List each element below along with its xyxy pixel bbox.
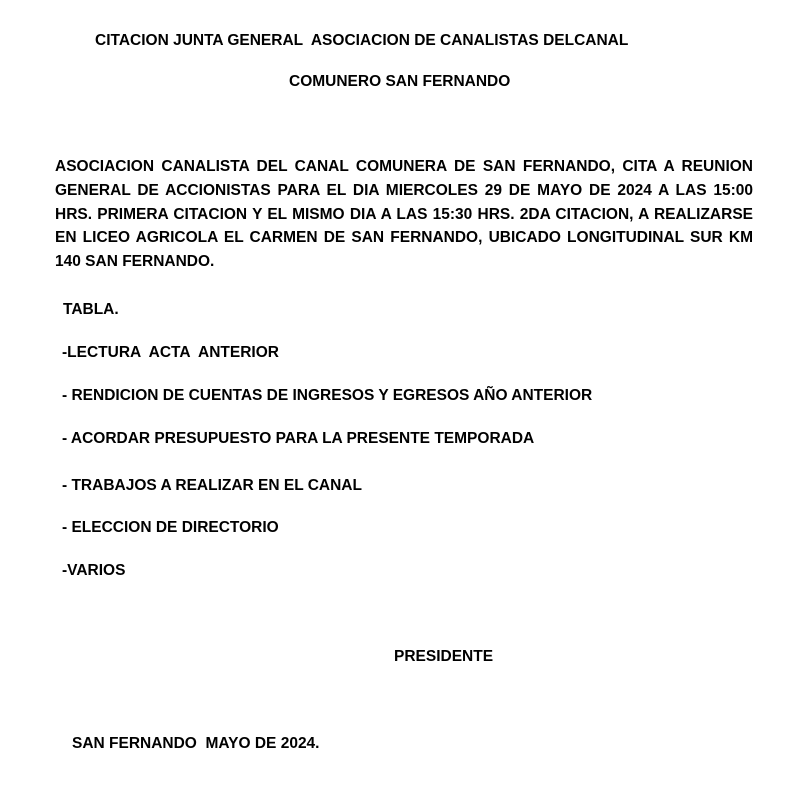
document-title: CITACION JUNTA GENERAL ASOCIACION DE CANALISTAS DELCANAL bbox=[95, 32, 629, 49]
agenda-item: - ELECCION DE DIRECTORIO bbox=[62, 519, 279, 536]
signature-label: PRESIDENTE bbox=[394, 648, 494, 665]
agenda-item: -VARIOS bbox=[62, 562, 126, 579]
citation-paragraph: ASOCIACION CANALISTA DEL CANAL COMUNERA DE SAN FERNANDO, CITA A REUNION GENERAL DE ACCIONISTAS PARA EL DIA MIERCOLES 29 DE MAYO DE 2024 A LAS 15:00 HRS. PRIMERA CITACION Y EL MISMO DIA A LAS 15:30 HRS. 2DA CITACION, A REALIZARSE EN LICEO AGRICOLA EL CARMEN DE SAN FERNANDO, UBICADO LONGITUDINAL SUR KM 140 SAN FERNANDO. bbox=[55, 158, 753, 270]
agenda-item: -LECTURA ACTA ANTERIOR bbox=[62, 344, 279, 361]
agenda-item: - TRABAJOS A REALIZAR EN EL CANAL bbox=[62, 477, 362, 494]
document-subtitle: COMUNERO SAN FERNANDO bbox=[289, 73, 511, 90]
agenda-heading: TABLA. bbox=[63, 301, 119, 318]
agenda-item: - ACORDAR PRESUPUESTO PARA LA PRESENTE TEMPORADA bbox=[62, 430, 535, 447]
agenda-item: - RENDICION DE CUENTAS DE INGRESOS Y EGRESOS AÑO ANTERIOR bbox=[62, 387, 593, 404]
place-date: SAN FERNANDO MAYO DE 2024. bbox=[72, 735, 320, 752]
